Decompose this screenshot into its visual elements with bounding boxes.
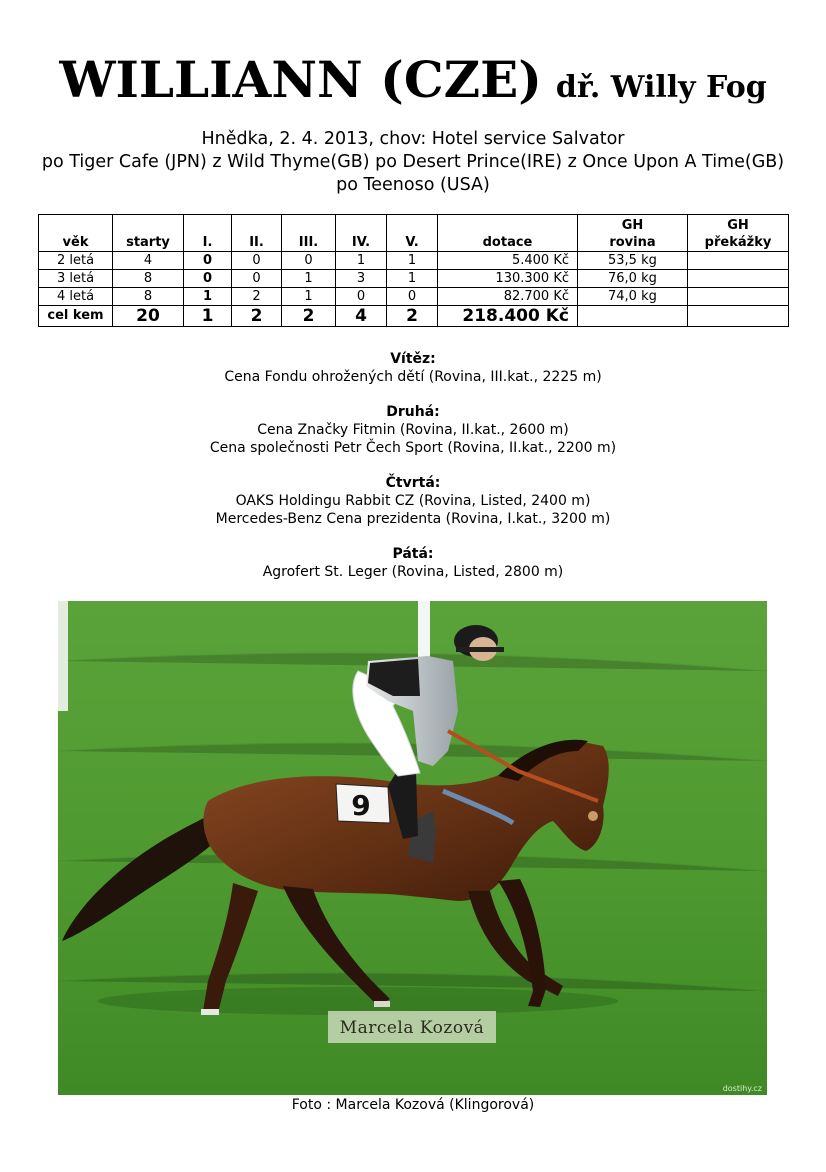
cell-gh-flat: 76,0 kg <box>578 270 688 288</box>
col-header-gh-jumps: GH překážky <box>688 215 789 252</box>
race-results <box>0 350 826 598</box>
result-line: Agrofert St. Leger (Rovina, Listed, 2800 m) <box>262 564 564 580</box>
cell-starts: 8 <box>113 270 184 288</box>
col-header-age: věk <box>39 215 113 252</box>
cell-gh-jumps <box>688 252 789 270</box>
cell-fourth: 3 <box>336 270 387 288</box>
result-line: Cena společnosti Petr Čech Sport (Rovina, II.kat., 2200 m) <box>209 440 617 456</box>
cell-fourth: 1 <box>336 252 387 270</box>
total-third: 2 <box>282 306 336 327</box>
cell-gh-flat: 53,5 kg <box>578 252 688 270</box>
cell-fifth: 0 <box>387 288 438 306</box>
col-header-gh-flat: GH rovina <box>578 215 688 252</box>
cell-third: 1 <box>282 288 336 306</box>
cell-starts: 4 <box>113 252 184 270</box>
table-row <box>39 270 789 288</box>
results-group-fifth <box>0 545 826 581</box>
watermark-small: dostihy.cz <box>722 1084 762 1093</box>
cell-first: 1 <box>184 288 232 306</box>
cell-starts: 8 <box>113 288 184 306</box>
cell-second: 2 <box>232 288 282 306</box>
watermark-text: Marcela Kozová <box>339 1018 485 1038</box>
result-line: OAKS Holdingu Rabbit CZ (Rovina, Listed, 2400 m) <box>235 493 591 509</box>
cell-age: 4 letá <box>39 288 113 306</box>
cell-fifth: 1 <box>387 252 438 270</box>
total-first: 1 <box>184 306 232 327</box>
result-line: Cena Značky Fitmin (Rovina, II.kat., 2600 m) <box>257 422 569 438</box>
cell-fifth: 1 <box>387 270 438 288</box>
results-group-second <box>0 403 826 457</box>
cell-second: 0 <box>232 252 282 270</box>
total-gh-flat <box>578 306 688 327</box>
table-row <box>39 288 789 306</box>
page-title <box>0 50 826 109</box>
horse-photo-illustration <box>58 601 767 1095</box>
cell-third: 1 <box>282 270 336 288</box>
col-header-fifth: V. <box>387 215 438 252</box>
table-row <box>39 252 789 270</box>
horse-photo <box>58 601 767 1095</box>
cell-third: 0 <box>282 252 336 270</box>
results-heading: Druhá: <box>386 404 440 420</box>
pedigree-info <box>0 128 826 197</box>
col-header-third: III. <box>282 215 336 252</box>
total-starts: 20 <box>113 306 184 327</box>
pedigree-line-2: po Teenoso (USA) <box>336 175 490 195</box>
cell-age: 2 letá <box>39 252 113 270</box>
col-header-first: I. <box>184 215 232 252</box>
total-fourth: 4 <box>336 306 387 327</box>
photo-caption: Foto : Marcela Kozová (Klingorová) <box>291 1097 535 1113</box>
results-group-winner <box>0 350 826 386</box>
cell-earnings: 130.300 Kč <box>438 270 578 288</box>
results-heading: Čtvrtá: <box>385 475 441 491</box>
rail-post <box>418 601 430 661</box>
col-header-fourth: IV. <box>336 215 387 252</box>
pedigree-line: po Tiger Cafe (JPN) z Wild Thyme(GB) po Desert Prince(IRE) z Once Upon A Time(GB) <box>41 152 785 172</box>
table-total-row <box>39 306 789 327</box>
table-header-row <box>39 215 789 252</box>
sire-name: dř. Willy Fog <box>555 70 767 105</box>
cell-second: 0 <box>232 270 282 288</box>
result-line: Cena Fondu ohrožených dětí (Rovina, III.kat., 2225 m) <box>224 369 602 385</box>
total-gh-jumps <box>688 306 789 327</box>
cell-age: 3 letá <box>39 270 113 288</box>
results-heading: Pátá: <box>392 546 434 562</box>
horse-name: WILLIANN (CZE) <box>59 50 542 109</box>
col-header-second: II. <box>232 215 282 252</box>
cell-fourth: 0 <box>336 288 387 306</box>
cell-earnings: 5.400 Kč <box>438 252 578 270</box>
total-fifth: 2 <box>387 306 438 327</box>
race-record-table <box>38 214 789 327</box>
result-line: Mercedes-Benz Cena prezidenta (Rovina, I.kat., 3200 m) <box>215 511 611 527</box>
cell-earnings: 82.700 Kč <box>438 288 578 306</box>
total-label: cel kem <box>39 306 113 327</box>
cell-gh-jumps <box>688 270 789 288</box>
total-second: 2 <box>232 306 282 327</box>
cell-first: 0 <box>184 252 232 270</box>
birth-breeder-line: Hnědka, 2. 4. 2013, chov: Hotel service Salvator <box>201 129 625 149</box>
rail-post <box>58 601 68 711</box>
number-cloth-label: 9 <box>351 789 371 822</box>
results-heading: Vítěz: <box>390 351 436 367</box>
cell-first: 0 <box>184 270 232 288</box>
col-header-starts: starty <box>113 215 184 252</box>
cell-gh-flat: 74,0 kg <box>578 288 688 306</box>
col-header-earnings: dotace <box>438 215 578 252</box>
cell-gh-jumps <box>688 288 789 306</box>
total-earnings: 218.400 Kč <box>438 306 578 327</box>
results-group-fourth <box>0 474 826 528</box>
